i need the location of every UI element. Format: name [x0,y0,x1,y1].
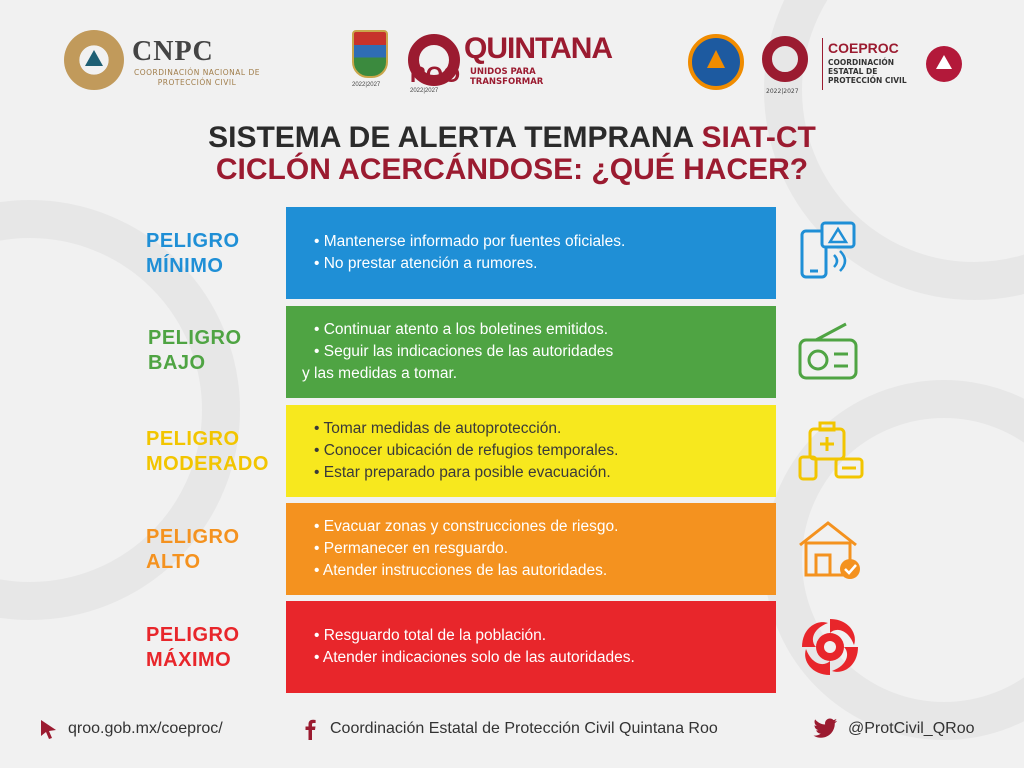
qroo-title: QUINTANA [464,32,613,65]
emergency-kit-icon [796,419,866,483]
page-title [0,122,1024,186]
level-label-line1: PELIGRO [146,230,240,252]
footer-website[interactable] [38,718,223,740]
state-shield-icon [352,30,388,78]
level-label-line1: PELIGRO [148,327,242,349]
level-row-bajo [0,306,1024,398]
level-row-moderado [0,405,1024,497]
action-item: • Atender instrucciones de las autoridades. [314,562,608,579]
coeproc-title: COEPROC [828,40,899,56]
action-item: • Evacuar zonas y construcciones de riesgo. [314,518,619,535]
coeproc-logo [688,34,968,100]
level-label-line2: BAJO [148,352,206,374]
qroo-title-line2: ROO [410,62,461,87]
facebook-link[interactable]: Coordinación Estatal de Protección Civil Quintana Roo [330,720,718,737]
title-line-2: CICLÓN ACERCÁNDOSE: ¿QUÉ HACER? [215,153,809,186]
level-actions-box [286,405,776,497]
level-label-line2: MÍNIMO [146,255,224,277]
cursor-arrow-icon [38,718,60,740]
cnpc-seal-icon [64,30,124,90]
title-line-1 [0,122,1024,154]
twitter-icon [812,718,840,740]
level-label-line1: PELIGRO [146,526,240,548]
title-dark-part: SISTEMA DE ALERTA TEMPRANA [208,121,702,154]
radio-icon [796,320,866,384]
level-actions-box [286,601,776,693]
level-label-line2: ALTO [146,551,201,573]
level-label [146,427,269,477]
logo-divider [822,38,823,90]
action-item: • Seguir las indicaciones de las autoridades [314,343,614,360]
level-label-line1: PELIGRO [146,428,240,450]
footer-facebook[interactable] [300,718,718,740]
facebook-icon [300,718,322,740]
coeproc-years: 2022|2027 [766,88,799,95]
website-link[interactable]: qroo.gob.mx/coeproc/ [68,720,223,737]
action-item: • Continuar atento a los boletines emitidos. [314,321,609,338]
level-row-alto [0,503,1024,595]
action-item: • No prestar atención a rumores. [314,255,538,272]
title-red-part: SIAT-CT [701,121,816,154]
level-label-line2: MÁXIMO [146,649,232,671]
level-label [146,525,240,575]
level-label [146,229,240,279]
level-label [148,326,242,376]
level-label-line2: MODERADO [146,453,269,475]
footer [0,712,1024,748]
action-item: • Resguardo total de la población. [314,627,547,644]
hurricane-icon [796,615,866,679]
cnpc-logo [64,30,260,92]
quintana-roo-logo [350,30,613,96]
qroo-years: 2022|2027 [410,88,439,94]
level-row-maximo [0,601,1024,693]
cnpc-subtitle: COORDINACIÓN NACIONAL DE PROTECCIÓN CIVIL [134,68,260,87]
level-label [146,623,240,673]
qroo-tagline: UNIDOS PARA TRANSFORMAR [470,67,544,87]
shield-years: 2022|2027 [352,82,381,88]
action-item: • Estar preparado para posible evacuación. [314,464,611,481]
action-item: • Permanecer en resguardo. [314,540,509,557]
action-item: • Tomar medidas de autoprotección. [314,420,562,437]
level-label-line1: PELIGRO [146,624,240,646]
level-row-minimo [0,207,1024,299]
cnpc-title: CNPC [132,36,214,67]
footer-twitter[interactable] [812,718,975,740]
house-shelter-icon [796,517,866,581]
state-civil-protection-seal-icon [688,34,744,90]
action-item: • Conocer ubicación de refugios temporales. [314,442,619,459]
civil-protection-triangle-icon [926,46,962,82]
coeproc-subtitle: COORDINACIÓN ESTATAL DE PROTECCIÓN CIVIL [828,58,907,85]
header-logos [0,0,1024,110]
phone-alert-icon [796,221,866,285]
action-item: • Mantenerse informado por fuentes oficiales. [314,233,626,250]
twitter-handle[interactable]: @ProtCivil_QRoo [848,720,975,737]
action-item: y las medidas a tomar. [302,365,458,382]
level-actions-box [286,207,776,299]
level-actions-box [286,503,776,595]
level-actions-box [286,306,776,398]
qroo-q-small-icon [762,36,808,82]
action-item: • Atender indicaciones solo de las autoridades. [314,649,635,666]
